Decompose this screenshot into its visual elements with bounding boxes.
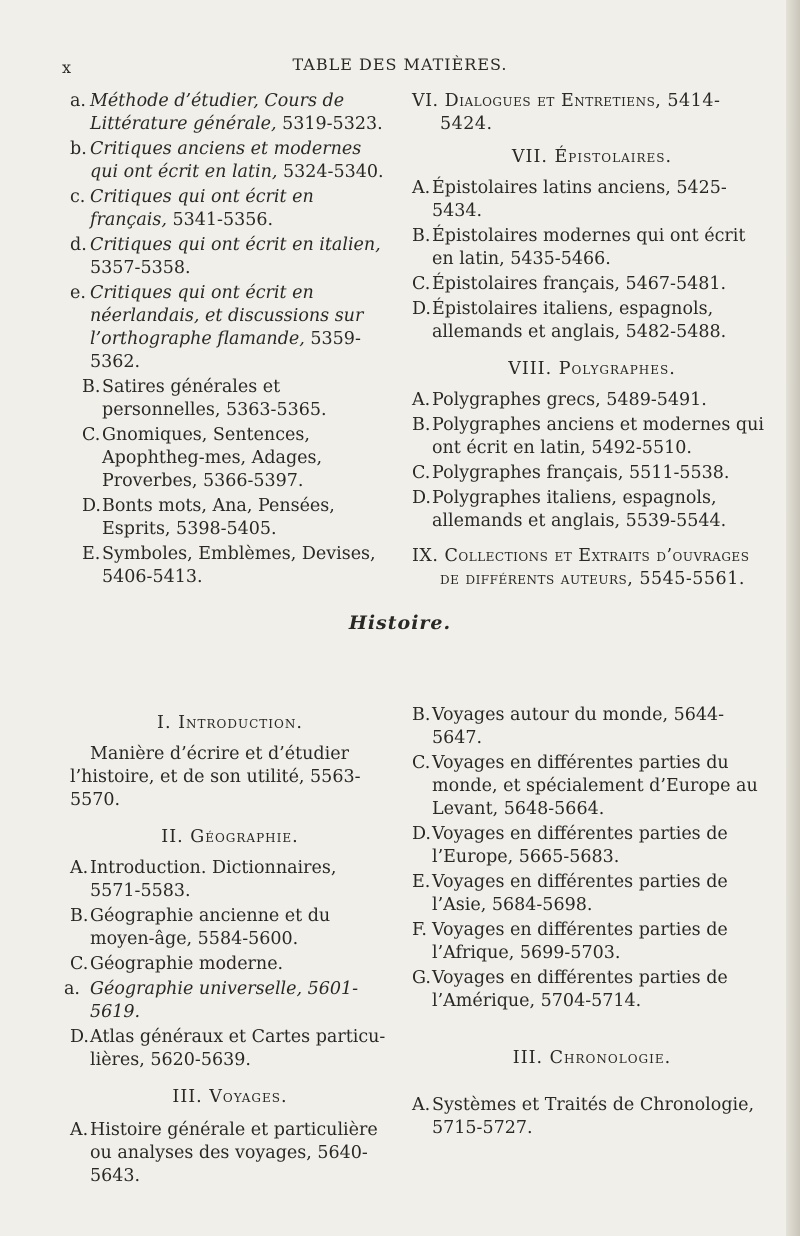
heading-ii-geographie: II. Géographie. bbox=[161, 827, 299, 847]
entry-E-symboles: E. Symboles, Emblèmes, Devises, 5406-5413. bbox=[82, 544, 376, 587]
intro-paragraph: Manière d’écrire et d’étudier l’histoire, et de son utilité, 5563-5570. bbox=[70, 744, 361, 810]
entry-e: e. Critiques qui ont écrit en néerlandais, et discussions sur l’orthographe flamande, 5359-5362. bbox=[70, 283, 364, 372]
voyages-entry-b: B. Voyages autour du monde, 5644-5647. bbox=[412, 705, 725, 748]
entry-D-bons-mots: D. Bonts mots, Ana, Pensées, Esprits, 5398-5405. bbox=[82, 496, 335, 539]
bottom-right-column bbox=[412, 704, 772, 1142]
heading-vii-epistolaires: VII. Épistolaires. bbox=[511, 147, 673, 167]
voyages-entry-g: G. Voyages en différentes parties de l’Amérique, 5704-5714. bbox=[412, 968, 728, 1011]
entry-c: c. Critiques qui ont écrit en français, 5341-5356. bbox=[70, 187, 314, 230]
section-vi-dialogues: VI. Dialogues et Entretiens, 5414-5424. bbox=[412, 91, 721, 134]
histoire-heading: Histoire. bbox=[348, 612, 452, 634]
top-left-column bbox=[70, 90, 390, 591]
viii-entry-b: B. Polygraphes anciens et modernes qui ont écrit en latin, 5492-5510. bbox=[412, 415, 764, 458]
voyages-entry-c: C. Voyages en différentes parties du monde, et spécialement d’Europe au Levant, 5648-5664. bbox=[412, 753, 758, 819]
entry-C-gnomiques: C. Gnomiques, Sentences, Apophtheg-mes, Adages, Proverbes, 5366-5397. bbox=[82, 425, 323, 491]
voyages-entry-e: E. Voyages en différentes parties de l’Asie, 5684-5698. bbox=[412, 872, 728, 915]
ii-entry-b: B. Géographie ancienne et du moyen-âge, 5584-5600. bbox=[70, 906, 331, 949]
running-title: TABLE DES MATIÈRES. bbox=[292, 55, 508, 74]
heading-chronologie: III. Chronologie. bbox=[512, 1048, 672, 1068]
heading-iii-voyages: III. Voyages. bbox=[172, 1087, 288, 1107]
iii-entry-a: A. Histoire générale et particulière ou analyses des voyages, 5640-5643. bbox=[70, 1120, 378, 1186]
viii-entry-c: C. Polygraphes français, 5511-5538. bbox=[412, 463, 730, 483]
viii-entry-d: D. Polygraphes italiens, espagnols, allemands et anglais, 5539-5544. bbox=[412, 488, 727, 531]
vii-entry-a: A. Épistolaires latins anciens, 5425-5434. bbox=[412, 178, 727, 221]
ii-entry-c: C. Géographie moderne. bbox=[70, 954, 284, 974]
ii-entry-c-a: a. Géographie universelle, 5601-5619. bbox=[64, 979, 359, 1022]
vii-entry-d: D. Épistolaires italiens, espagnols, allemands et anglais, 5482-5488. bbox=[412, 299, 727, 342]
page-number: x bbox=[62, 58, 72, 77]
heading-i-introduction: I. Introduction. bbox=[157, 713, 303, 733]
entry-b: b. Critiques anciens et modernes qui ont écrit en latin, 5324-5340. bbox=[70, 139, 384, 182]
entry-d: d. Critiques qui ont écrit en italien, 5357-5358. bbox=[70, 235, 381, 278]
section-ix-collections: IX. Collections et Extraits d’ouvrages de différents auteurs, 5545-5561. bbox=[412, 546, 750, 589]
heading-viii-polygraphes: VIII. Polygraphes. bbox=[508, 359, 676, 379]
viii-entry-a: A. Polygraphes grecs, 5489-5491. bbox=[412, 390, 707, 410]
entry-B-satires: B. Satires générales et personnelles, 5363-5365. bbox=[82, 377, 327, 420]
voyages-entry-f: F. Voyages en différentes parties de l’Afrique, 5699-5703. bbox=[412, 920, 728, 963]
bottom-left-column bbox=[64, 702, 390, 1190]
vii-entry-c: C. Épistolaires français, 5467-5481. bbox=[412, 274, 727, 294]
entry-a: a. Méthode d’étudier, Cours de Littérature générale, 5319-5323. bbox=[70, 91, 383, 134]
top-right-column bbox=[412, 90, 772, 591]
ii-entry-d: D. Atlas généraux et Cartes particu-lières, 5620-5639. bbox=[70, 1027, 386, 1070]
ii-entry-a: A. Introduction. Dictionnaires, 5571-5583. bbox=[70, 858, 337, 901]
chrono-entry-a: A. Systèmes et Traités de Chronologie, 5715-5727. bbox=[412, 1095, 755, 1138]
vii-entry-b: B. Épistolaires modernes qui ont écrit en latin, 5435-5466. bbox=[412, 226, 746, 269]
voyages-entry-d: D. Voyages en différentes parties de l’Europe, 5665-5683. bbox=[412, 824, 728, 867]
